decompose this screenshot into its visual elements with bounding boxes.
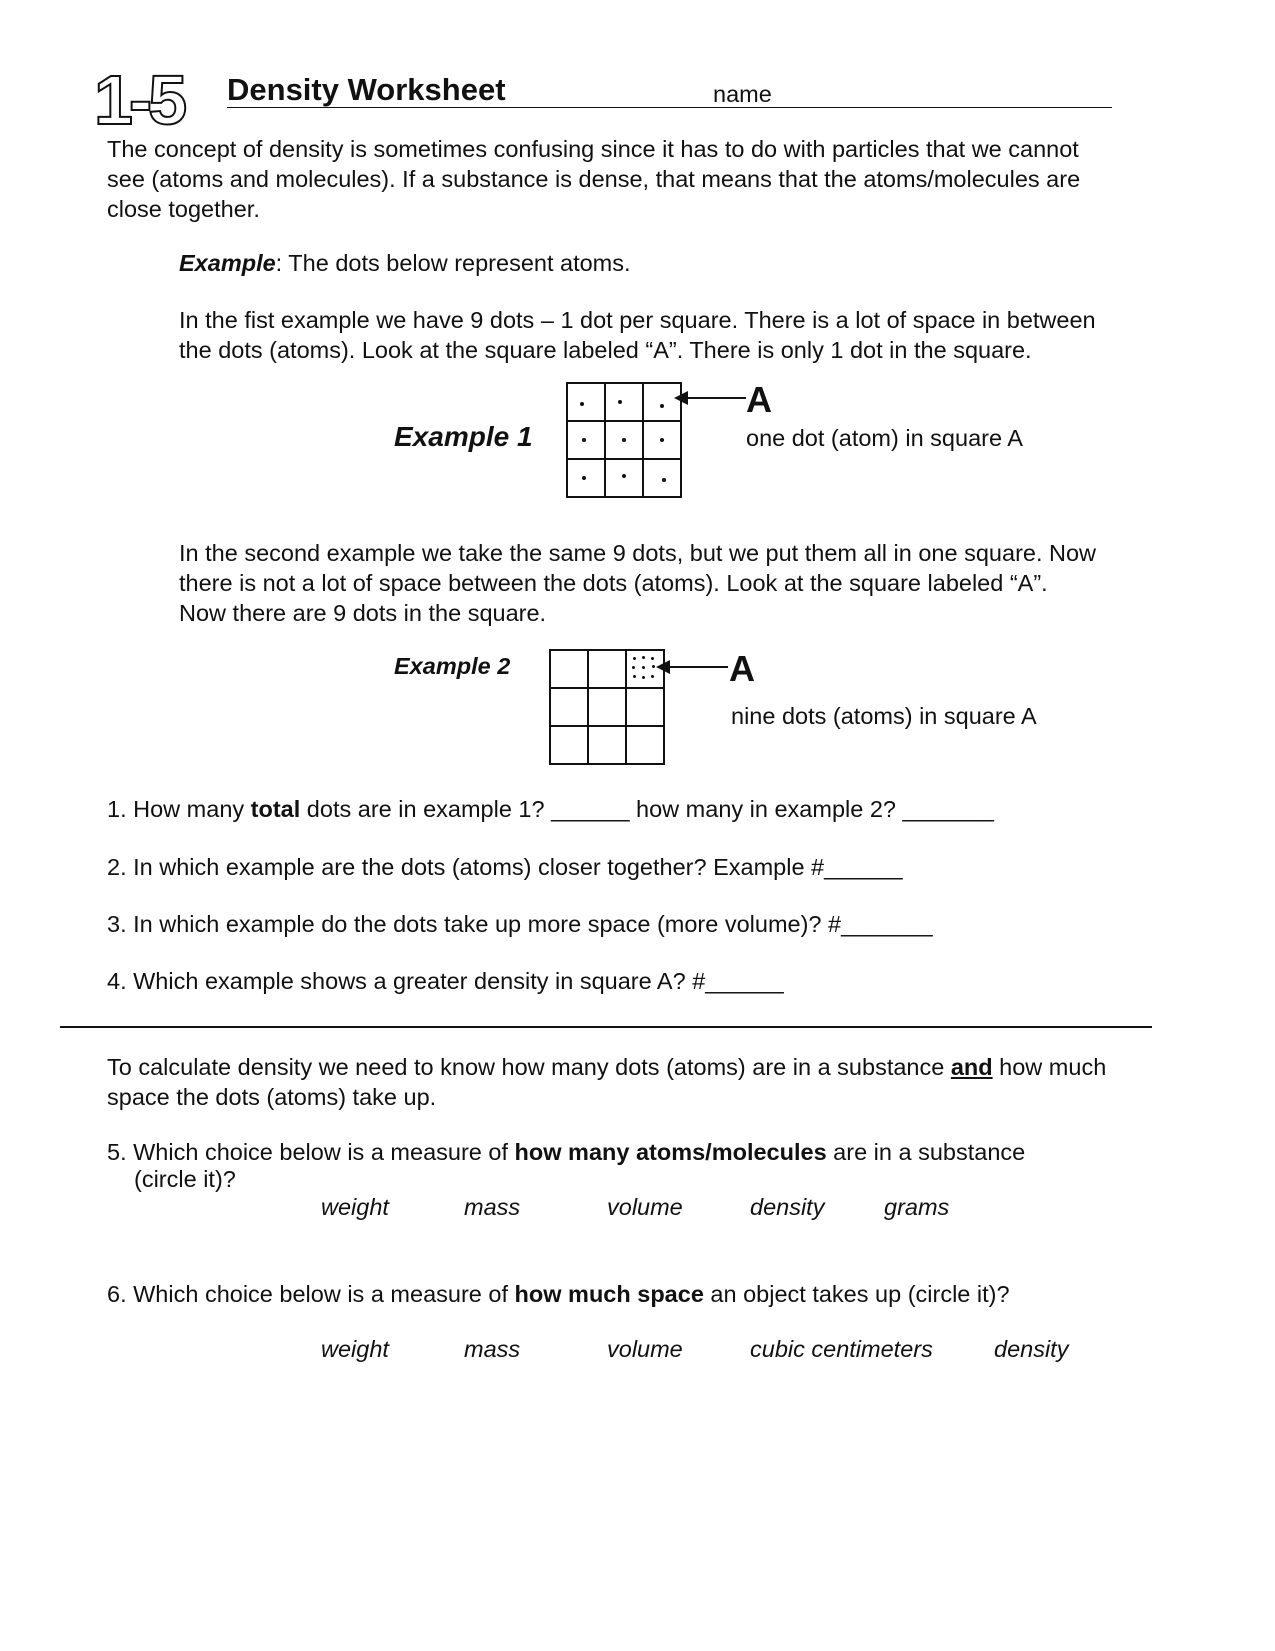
example1-grid xyxy=(566,382,682,498)
q5-choice-volume[interactable]: volume xyxy=(607,1194,683,1220)
q6-choice-mass[interactable]: mass xyxy=(464,1336,521,1362)
example1-label: Example 1 xyxy=(394,421,533,452)
example1-caption: one dot (atom) in square A xyxy=(746,425,1023,451)
question-2: 2. In which example are the dots (atoms) closer together? Example #______ xyxy=(107,854,903,880)
q6-choice-volume[interactable]: volume xyxy=(607,1336,683,1362)
grid1-cell xyxy=(643,421,681,459)
q5-choice-density[interactable]: density xyxy=(750,1194,825,1220)
example-intro-text: : The dots below represent atoms. xyxy=(275,250,631,276)
q6-choice-cubic-centimeters[interactable]: cubic centimeters xyxy=(750,1336,933,1362)
question-5 xyxy=(107,1137,1025,1167)
example1-arrow-icon xyxy=(674,388,746,408)
q5-choice-weight[interactable]: weight xyxy=(321,1194,389,1220)
grid1-cell xyxy=(605,421,643,459)
grid1-cell xyxy=(605,383,643,421)
question-1-bold: total xyxy=(250,796,301,822)
question-5-suffix: are in a substance xyxy=(826,1139,1026,1165)
example-intro-label: Example xyxy=(179,250,276,276)
section2-intro-and: and xyxy=(950,1054,993,1080)
question-1-prefix: 1. How many xyxy=(107,796,251,822)
svg-text:1-5: 1-5 xyxy=(94,62,184,132)
grid1-cell xyxy=(643,459,681,497)
section2-intro-a: To calculate density we need to know how many dots (atoms) are in a substance xyxy=(107,1054,951,1080)
question-6-bold: how much space xyxy=(514,1281,704,1307)
question-5-prefix: 5. Which choice below is a measure of xyxy=(107,1139,515,1165)
q6-choice-weight[interactable]: weight xyxy=(321,1336,389,1362)
question-5-line2: (circle it)? xyxy=(134,1166,236,1192)
q5-choice-mass[interactable]: mass xyxy=(464,1194,521,1220)
example-intro xyxy=(179,248,631,278)
section2-intro-b: how much space the dots (atoms) take up. xyxy=(107,1054,1107,1110)
grid1-cell xyxy=(567,459,605,497)
question-1 xyxy=(107,794,994,824)
question-6 xyxy=(107,1279,1010,1309)
question-3: 3. In which example do the dots take up more space (more volume)? #_______ xyxy=(107,911,933,937)
lesson-number-logo xyxy=(92,62,212,132)
example1-square-label: A xyxy=(746,379,772,420)
example2-grid xyxy=(549,649,665,765)
grid2-cell xyxy=(588,726,626,764)
grid2-cell xyxy=(550,688,588,726)
name-label: name xyxy=(713,81,772,107)
page-title: Density Worksheet xyxy=(227,72,506,107)
example2-label: Example 2 xyxy=(394,653,511,679)
example1-description: In the fist example we have 9 dots – 1 dot per square. There is a lot of space in between the dots (atoms). Look at the square labeled “A”. There is only 1 dot in the square. xyxy=(179,307,1096,363)
question-1-rest: dots are in example 1? ______ how many in example 2? _______ xyxy=(300,796,995,822)
example2-caption: nine dots (atoms) in square A xyxy=(731,703,1037,729)
grid1-cell xyxy=(605,459,643,497)
question-5-bold: how many atoms/molecules xyxy=(514,1139,827,1165)
section-divider xyxy=(60,1026,1152,1028)
grid2-cell xyxy=(588,650,626,688)
grid2-cell xyxy=(626,726,664,764)
question-6-suffix: an object takes up (circle it)? xyxy=(703,1281,1010,1307)
example2-arrow-icon xyxy=(656,657,728,677)
q6-choice-density[interactable]: density xyxy=(994,1336,1069,1362)
grid2-cell xyxy=(626,688,664,726)
grid2-cell xyxy=(550,650,588,688)
grid1-cell xyxy=(567,421,605,459)
grid2-cell xyxy=(550,726,588,764)
q5-choice-grams[interactable]: grams xyxy=(884,1194,950,1220)
grid1-cell-A xyxy=(567,383,605,421)
question-4: 4. Which example shows a greater density in square A? #______ xyxy=(107,968,784,994)
section2-intro xyxy=(107,1052,1107,1112)
header-rule xyxy=(227,107,1112,108)
question-6-prefix: 6. Which choice below is a measure of xyxy=(107,1281,515,1307)
example2-square-label: A xyxy=(729,648,755,689)
intro-paragraph: The concept of density is sometimes confusing since it has to do with particles that we cannot see (atoms and molecules). If a substance is dense, that means that the atoms/molecules are close together. xyxy=(107,136,1081,222)
example2-description: In the second example we take the same 9 dots, but we put them all in one square. Now there is not a lot of space between the dots (atoms). Look at the square labeled “A”. Now there are 9 dots in the square. xyxy=(179,540,1097,626)
grid2-cell xyxy=(588,688,626,726)
